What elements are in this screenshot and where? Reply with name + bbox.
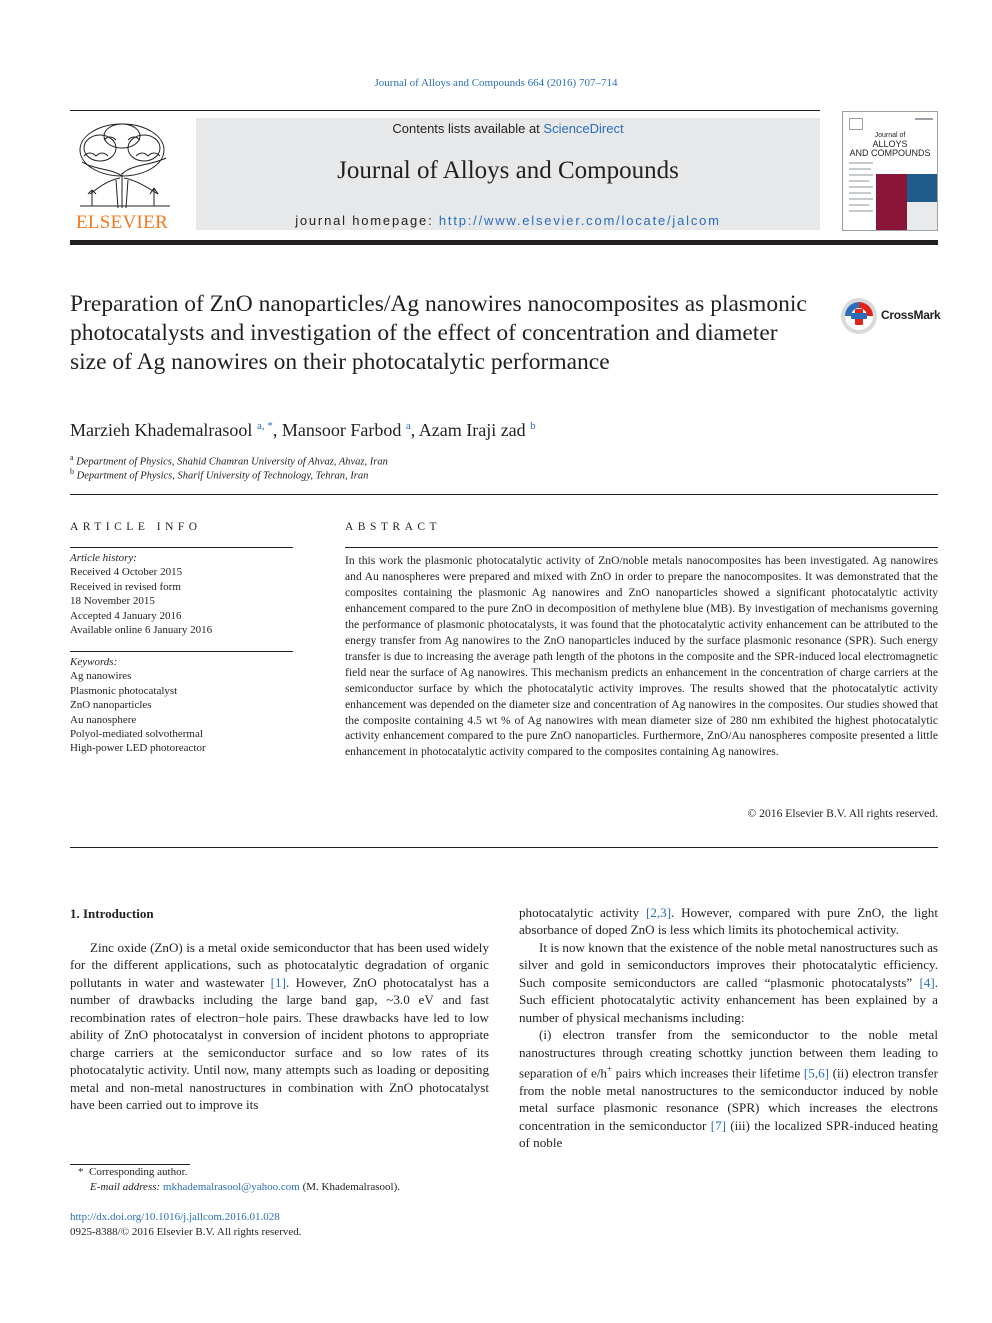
- issn-copyright: 0925-8388/© 2016 Elsevier B.V. All rights reserved.: [70, 1226, 302, 1238]
- text-run: It is now known that the existence of the noble metal nanostructures such as silver and gold in semiconductors improves their photocatalytic efficiency. Such composite semiconductors are called “plasmonic photocatalysts”: [519, 939, 938, 990]
- keyword-item: Ag nanowires: [70, 670, 132, 683]
- footnote-star: *: [78, 1166, 84, 1178]
- author-name[interactable]: Azam Iraji zad: [418, 420, 526, 440]
- cover-logo-icon: [849, 118, 863, 130]
- footnote-text: Corresponding author.: [89, 1166, 188, 1178]
- section-rule: [70, 494, 938, 495]
- affiliation-mark: b: [70, 467, 74, 476]
- keyword-item: Au nanosphere: [70, 713, 137, 726]
- citation-link[interactable]: [2,3]: [646, 905, 672, 920]
- citation-link[interactable]: [1]: [270, 974, 286, 990]
- author-name[interactable]: Marzieh Khademalrasool: [70, 420, 253, 440]
- article-info-rule: [70, 547, 293, 548]
- citation-link[interactable]: [7]: [710, 1117, 726, 1133]
- history-item: 18 November 2015: [70, 595, 155, 608]
- cover-mark: [915, 118, 933, 120]
- author-affiliation-mark[interactable]: a: [405, 420, 411, 432]
- header-rule: [70, 110, 820, 111]
- cover-text-placeholder: [849, 192, 871, 194]
- cover-text-placeholder: [849, 174, 873, 176]
- contents-prefix: Contents lists available at: [392, 121, 544, 136]
- email-link[interactable]: mkhademalrasool@yahoo.com: [162, 1181, 300, 1193]
- article-info-heading: ARTICLE INFO: [70, 521, 202, 533]
- journal-homepage-line: [196, 213, 820, 228]
- affiliation-text: Department of Physics, Sharif University of Technology, Tehran, Iran: [76, 470, 369, 482]
- keyword-item: Plasmonic photocatalyst: [70, 684, 178, 697]
- journal-homepage-link[interactable]: http://www.elsevier.com/locate/jalcom: [438, 213, 721, 228]
- cover-text-placeholder: [849, 180, 869, 182]
- crossmark-icon: [840, 297, 878, 335]
- cover-text-placeholder: [849, 168, 871, 170]
- text-run: photocatalytic activity: [519, 905, 646, 920]
- author-affiliation-mark[interactable]: b: [530, 420, 536, 432]
- cover-line-3: AND COMPOUNDS: [849, 148, 931, 158]
- article-title: Preparation of ZnO nanoparticles/Ag nanowires nanocomposites as plasmonic photocatalysts and investigation of the effect of concentration and diameter size of Ag nanowires on their photocatalytic performance: [70, 291, 807, 375]
- text-run: . However, compared with pure ZnO, the light absorbance of doped ZnO is less which limits its photochemical activity.: [519, 905, 938, 938]
- affiliation-mark: a: [70, 453, 74, 462]
- article-history: [70, 551, 293, 637]
- abstract-text: In this work the plasmonic photocatalytic activity of ZnO/noble metals nanocomposites has been investigated. Ag nanowires and Au nanospheres were prepared and mixed with ZnO in order to prepare the nanocomposites. It was demonstrated that the composites containing the plasmonic Ag nanowires and ZnO nanoparticles showed a significant photocatalytic activity enhancement compared to the pure ZnO in decomposition of methylene blue (MB). By investigation of mechanisms governing the performance of plasmonic photocatalysts, it was found that the photocatalytic activity enhancement can be attributed to the energy transfer from Ag nanowires to the ZnO nanoparticles induced by the surface plasmonic resonance (SPR). Such energy transfer is due to increasing the average path length of the photons in the composite and the SPR-induced local electromagnetic field near the surface of Ag nanowires. This mechanism predicts an enhancement in the concentration of charge carriers at the semiconductor surface by which the photocatalytic activity improves. The results showed that the photocatalytic activity enhancement was depended on the diameter size and concentration of Ag nanowires in the composites. Our studies showed that the composite containing 4.5 wt % of Ag nanowires with mean diameter size of 280 nm exhibited the highest photocatalytic activity enhancement compared to the pure ZnO nanoparticles. Furthermore, ZnO/Au nanospheres composite presented a little enhancement in photocatalytic activity compared to the composites containing Ag nanowires.: [345, 554, 938, 759]
- cover-grey-block: [907, 202, 937, 230]
- abstract-copyright: © 2016 Elsevier B.V. All rights reserved.: [747, 807, 938, 820]
- text-run: Zinc oxide (ZnO) is a metal oxide semiconductor that has been used widely for the different applications, such as photocatalytic degradation of organic pollutants in water and wastewater: [70, 940, 489, 990]
- history-item: Available online 6 January 2016: [70, 624, 213, 637]
- keyword-item: Polyol-mediated solvothermal: [70, 728, 203, 741]
- journal-title: Journal of Alloys and Compounds: [337, 157, 679, 184]
- text-run: . However, ZnO photocatalyst has a number of drawbacks including the large band gap, ~3.0 eV and fast recombination rates of electron−hole pairs. These drawbacks have led to low ability of ZnO photocatalyst in conversion of incident photons to appropriate charge carriers at the semiconductor surface and so low rates of its photocatalytic activity. Until now, many attempts such as loading or depositing metal and non-metal nanostructures in combination with ZnO photocatalyst have been carried out to improve its: [70, 974, 490, 1113]
- keywords-label: Keywords:: [70, 656, 118, 668]
- history-item: Accepted 4 January 2016: [70, 609, 182, 622]
- email-suffix: (M. Khademalrasool).: [299, 1181, 401, 1193]
- crossmark-button[interactable]: [840, 296, 940, 336]
- email-note: [90, 1181, 400, 1193]
- body-column-left: [70, 939, 489, 1114]
- citation-link[interactable]: [4]: [919, 974, 935, 990]
- citation-link[interactable]: [5,6]: [803, 1065, 829, 1081]
- affiliation-a: [70, 453, 388, 468]
- keyword-item: High-power LED photoreactor: [70, 742, 206, 755]
- sciencedirect-link[interactable]: ScienceDirect: [543, 121, 624, 136]
- abstract-rule: [345, 547, 938, 548]
- text-run: (i) electron transfer from the semiconductor to the noble metal nanostructures through creating schottky junction between them leading to separation of e/h: [519, 1027, 938, 1081]
- crossmark-label: CrossMark: [881, 308, 941, 322]
- cover-blue-block: [907, 174, 937, 202]
- text-run: . Such efficient photocatalytic activity enhancement has been explained by a number of physical mechanisms including:: [519, 974, 938, 1025]
- author-list: Marzieh Khademalrasool $^{a, *}$, Mansoor Farbod $^a$, Azam Iraji zad $^b$: [70, 420, 536, 440]
- superscript: +: [606, 1064, 613, 1075]
- history-label: Article history:: [70, 552, 137, 564]
- contents-available-line: [196, 121, 820, 136]
- text-run: pairs which increases their lifetime: [612, 1065, 804, 1081]
- cover-line-2: ALLOYS: [872, 139, 908, 149]
- paragraph: [70, 939, 489, 1114]
- cover-text-placeholder: [849, 204, 869, 206]
- text-run: (ii) electron transfer from the noble metal nanostructures to the semiconductor induced by noble metal surface plasmonic resonance (SPR) which increases the electrons concentration in the semiconductor: [519, 1065, 939, 1133]
- homepage-prefix: journal homepage:: [295, 213, 439, 228]
- section-rule: [70, 847, 938, 848]
- cover-text-placeholder: [849, 210, 873, 212]
- header-thick-rule: [70, 240, 938, 245]
- section-heading-introduction: 1. Introduction: [70, 906, 154, 921]
- history-item: Received 4 October 2015: [70, 566, 183, 579]
- elsevier-wordmark: ELSEVIER: [75, 212, 169, 233]
- journal-cover-thumbnail[interactable]: [842, 111, 938, 231]
- cover-title: [843, 132, 937, 158]
- affiliation-text: Department of Physics, Shahid Chamran University of Ahvaz, Ahvaz, Iran: [76, 456, 388, 468]
- keywords-list: [70, 655, 293, 756]
- abstract-heading: ABSTRACT: [345, 521, 442, 533]
- cover-red-block: [876, 174, 907, 230]
- keyword-item: ZnO nanoparticles: [70, 699, 152, 712]
- cover-line-1: Journal of: [874, 132, 906, 139]
- cover-text-placeholder: [849, 186, 873, 188]
- text-run: (iii) the localized SPR-induced heating of noble: [519, 1117, 938, 1151]
- author-name[interactable]: Mansoor Farbod: [281, 420, 402, 440]
- body-column-right: [519, 904, 938, 1152]
- article-info-rule: [70, 651, 293, 652]
- doi-link[interactable]: http://dx.doi.org/10.1016/j.jallcom.2016.01.028: [70, 1211, 280, 1223]
- cover-text-placeholder: [849, 162, 873, 164]
- author-affiliation-mark[interactable]: a, *: [256, 420, 273, 432]
- footnote-rule: [70, 1164, 190, 1165]
- history-item: Received in revised form: [70, 580, 181, 593]
- paragraph: [519, 939, 938, 1026]
- cover-text-placeholder: [849, 198, 873, 200]
- journal-citation-link[interactable]: Journal of Alloys and Compounds 664 (2016) 707–714: [374, 77, 618, 89]
- corresponding-author-note: [78, 1166, 187, 1178]
- paragraph: [519, 904, 938, 939]
- email-label: E-mail address:: [90, 1181, 163, 1193]
- affiliation-b: [70, 467, 368, 482]
- paragraph: [519, 1026, 938, 1152]
